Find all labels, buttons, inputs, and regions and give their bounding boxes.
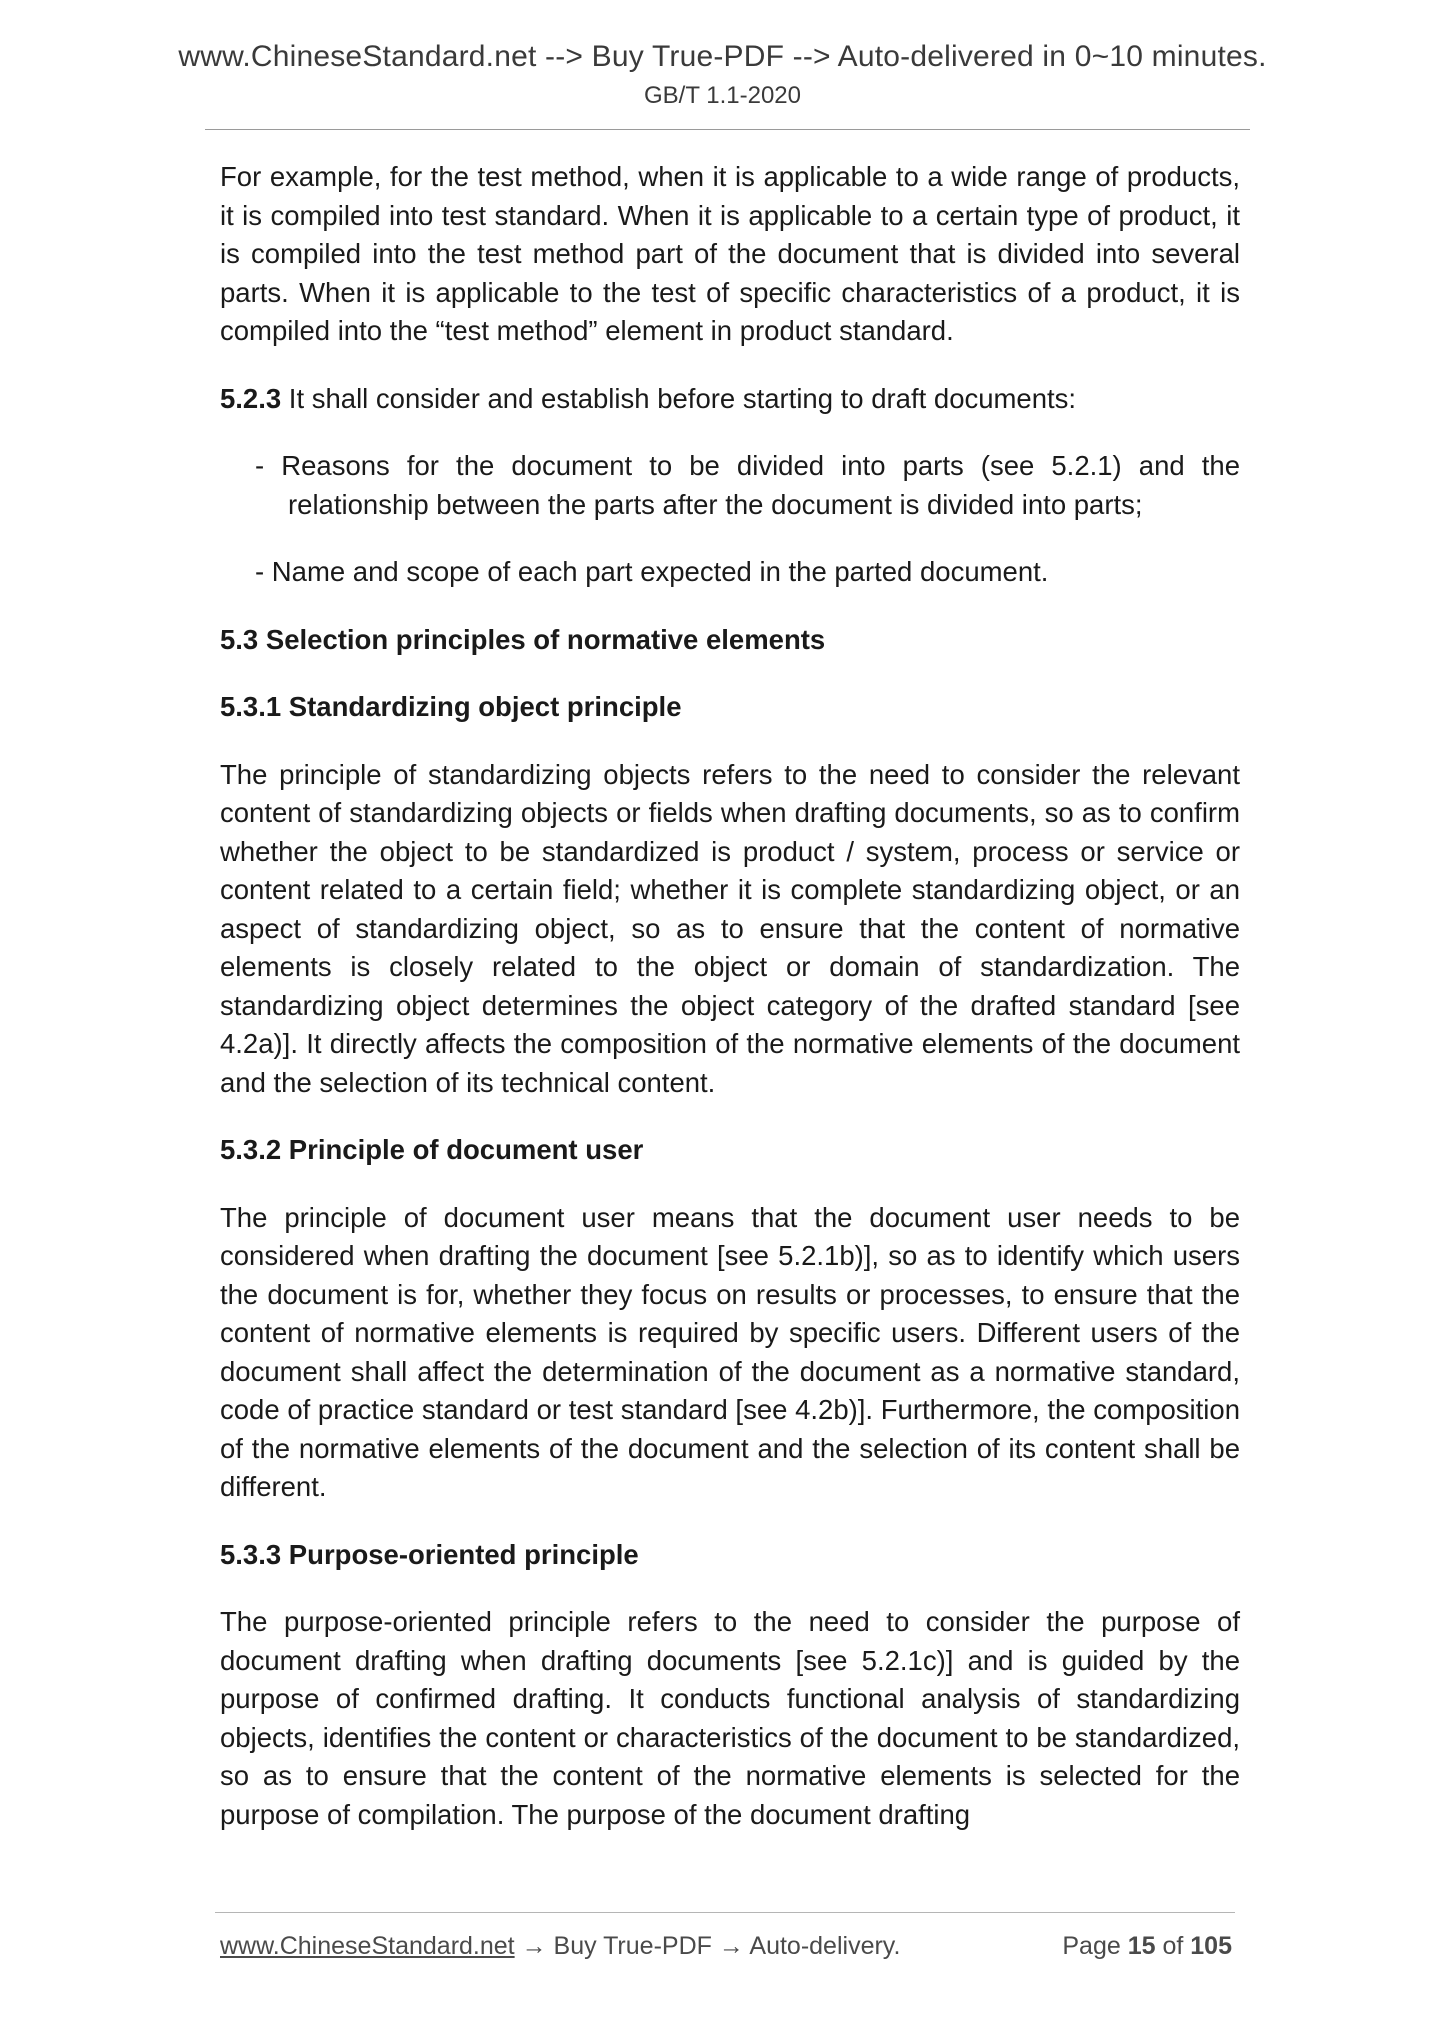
- clause-5-2-3: [220, 380, 1240, 419]
- site-link[interactable]: www.ChineseStandard.net: [220, 1932, 515, 1960]
- page-current: 15: [1127, 1932, 1156, 1960]
- section-heading-5-3-1: 5.3.1 Standardizing object principle: [220, 691, 682, 722]
- clause-number: 5.2.3: [220, 382, 282, 414]
- paragraph-5-3-3: The purpose-oriented principle refers to the need to consider the purpose of document drafting when drafting documents [see 5.2.1c)] and is guided by the purpose of confirmed drafting. It conducts functional analysis of standardizing objects, identifies the content or characteristics of the document to be standardized, so as to ensure that the content of the normative elements is selected for the purpose of compilation. The purpose of the document drafting: [220, 1606, 1240, 1830]
- list-item: - Reasons for the document to be divided into parts (see 5.2.1) and the relationship between the parts after the document is divided into parts;: [255, 450, 1240, 520]
- of-label: of: [1162, 1932, 1184, 1960]
- header-divider: [205, 129, 1250, 130]
- standard-number: GB/T 1.1-2020: [644, 82, 801, 109]
- footer-promo-text: → Buy True-PDF → Auto-delivery.: [514, 1932, 901, 1960]
- section-heading-5-3-2: 5.3.2 Principle of document user: [220, 1134, 644, 1165]
- paragraph-5-3-2: The principle of document user means that the document user needs to be considered when drafting the document [see 5.2.1b)], so as to identify which users the document is for, whether they focus on results or processes, to ensure that the content of normative elements is required by specific users. Different users of the document shall affect the determination of the document as a normative standard, code of practice standard or test standard [see 4.2b)]. Furthermore, the composition of the normative elements of the document and the selection of its content shall be different.: [220, 1201, 1240, 1502]
- page-footer: [220, 1932, 1232, 1961]
- clause-text: It shall consider and establish before starting to draft documents:: [281, 382, 1077, 414]
- header-banner: www.ChineseStandard.net --> Buy True-PDF --> Auto-delivered in 0~10 minutes.: [178, 40, 1267, 73]
- section-heading-5-3-3: 5.3.3 Purpose-oriented principle: [220, 1538, 639, 1570]
- document-body: [220, 158, 1240, 1863]
- list-item: - Name and scope of each part expected in the parted document.: [255, 556, 1049, 587]
- page-indicator: [1062, 1932, 1232, 1961]
- page-total: 105: [1190, 1932, 1232, 1960]
- paragraph-example: For example, for the test method, when it is applicable to a wide range of products, it is compiled into test standard. When it is applicable to a certain type of product, it is compiled into the test method part of the document that is divided into several parts. When it is applicable to the test of specific characteristics of a product, it is compiled into the “test method” element in product standard.: [220, 161, 1240, 346]
- section-heading-5-3: 5.3 Selection principles of normative elements: [220, 623, 826, 655]
- footer-divider: [215, 1912, 1235, 1913]
- page-label: Page: [1062, 1932, 1121, 1960]
- footer-promo: [220, 1932, 900, 1961]
- paragraph-5-3-1: The principle of standardizing objects refers to the need to consider the relevant content of standardizing objects or fields when drafting documents, so as to confirm whether the object to be standardized is product / system, process or service or content related to a certain field; whether it is complete standardizing object, or an aspect of standardizing object, so as to ensure that the content of normative elements is closely related to the object or domain of standardization. The standardizing object determines the object category of the drafted standard [see 4.2a)]. It directly affects the composition of the normative elements of the document and the selection of its technical content.: [220, 758, 1240, 1098]
